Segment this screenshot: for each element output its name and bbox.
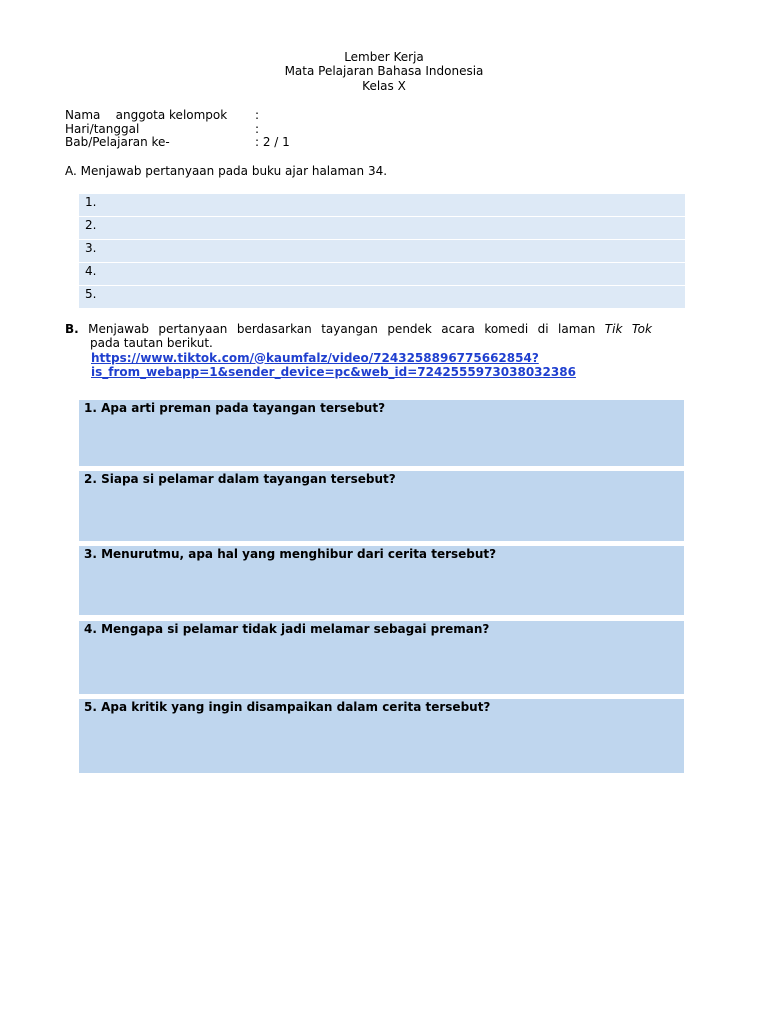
meta-label: Bab/Pelajaran ke- (65, 135, 170, 150)
platform-name: Tik Tok (604, 322, 652, 336)
question-box-3[interactable] (79, 546, 684, 615)
title-line-worksheet: Lember Kerja (344, 50, 424, 64)
section-b-instruction-text: Menjawab pertanyaan berdasarkan tayangan pendek acara komedi di laman (88, 322, 596, 336)
section-b-block (65, 322, 652, 379)
document-title-block (0, 50, 768, 93)
answer-row[interactable]: 3. (79, 240, 685, 262)
question-box-4[interactable] (79, 621, 684, 694)
question-box-5[interactable] (79, 699, 684, 773)
question-box-2[interactable] (79, 471, 684, 541)
question-text: 4. Mengapa si pelamar tidak jadi melamar sebagai preman? (84, 622, 490, 636)
section-b-marker: B. (65, 322, 79, 336)
answer-row[interactable]: 5. (79, 286, 685, 308)
tiktok-link-line-1[interactable]: https://www.tiktok.com/@kaumfalz/video/7243258896775662854? (91, 350, 539, 365)
meta-label: Nama anggota kelompok (65, 108, 228, 122)
title-line-class: Kelas X (362, 78, 406, 93)
section-b-instruction-cont: pada tautan berikut. (90, 336, 213, 351)
section-a-answer-table (79, 194, 685, 309)
meta-value: : (255, 121, 260, 136)
meta-value: : (255, 108, 260, 122)
meta-value: : 2 / 1 (255, 135, 290, 150)
question-text: 2. Siapa si pelamar dalam tayangan tersebut? (84, 472, 396, 486)
question-text: 5. Apa kritik yang ingin disampaikan dalam cerita tersebut? (84, 700, 491, 714)
question-text: 1. Apa arti preman pada tayangan tersebut? (84, 401, 386, 415)
answer-row[interactable]: 2. (79, 217, 685, 239)
question-box-1[interactable] (79, 400, 684, 466)
question-text: 3. Menurutmu, apa hal yang menghibur dari cerita tersebut? (84, 547, 497, 561)
tiktok-link-line-2[interactable]: is_from_webapp=1&sender_device=pc&web_id=7242555973038032386 (91, 364, 576, 379)
meta-label: Hari/tanggal (65, 121, 140, 136)
section-a-instruction: A. Menjawab pertanyaan pada buku ajar halaman 34. (65, 164, 388, 178)
answer-row[interactable]: 1. (79, 194, 685, 216)
answer-row[interactable]: 4. (79, 263, 685, 285)
title-line-subject: Mata Pelajaran Bahasa Indonesia (284, 64, 484, 79)
section-b-instruction (65, 322, 652, 336)
